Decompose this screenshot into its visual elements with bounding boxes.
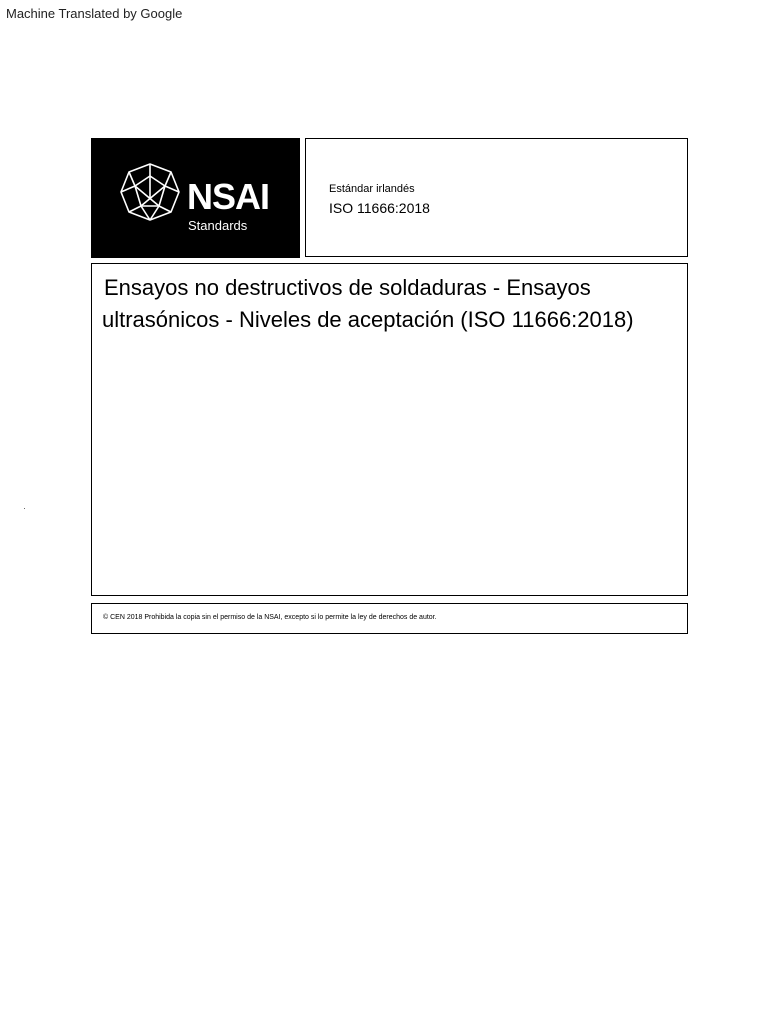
geodesic-polyhedron-icon	[119, 162, 181, 222]
nsai-logo	[91, 138, 300, 258]
machine-translation-banner: Machine Translated by Google	[6, 6, 183, 21]
stray-dot	[24, 508, 25, 509]
logo-subtitle: Standards	[188, 218, 248, 233]
standard-number: ISO 11666:2018	[329, 200, 430, 216]
copyright-notice: © CEN 2018 Prohibida la copia sin el permiso de la NSAI, excepto si lo permite la ley de derechos de autor.	[103, 614, 437, 621]
logo-brand: NSAI	[187, 176, 270, 217]
standard-type: Estándar irlandés	[329, 183, 415, 195]
title-box	[91, 263, 688, 596]
title-line-2: ultrasónicos - Niveles de aceptación (ISO 11666:2018)	[102, 307, 634, 332]
standard-info-box	[305, 138, 688, 257]
document-title	[104, 272, 694, 336]
title-line-1: Ensayos no destructivos de soldaduras - Ensayos	[104, 275, 591, 300]
copyright-box	[91, 603, 688, 634]
